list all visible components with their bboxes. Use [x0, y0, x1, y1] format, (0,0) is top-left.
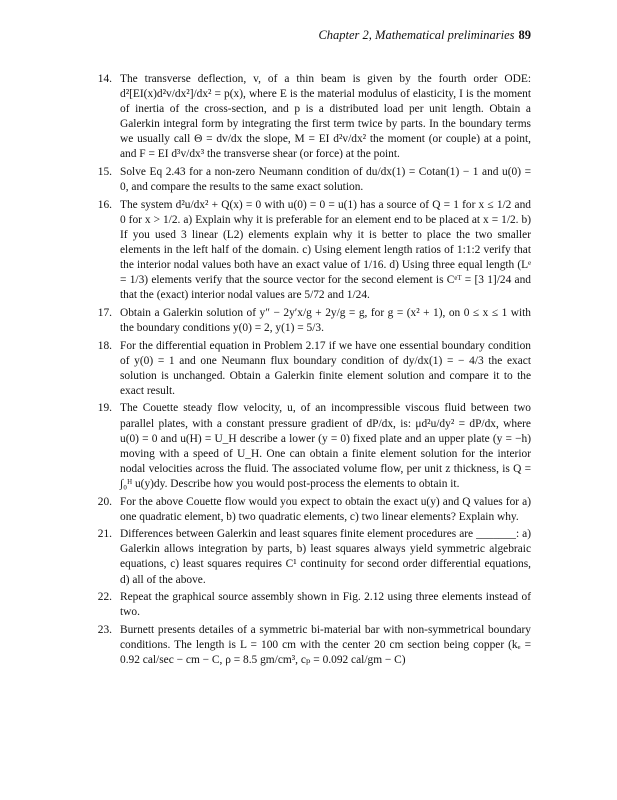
problem-16 — [86, 198, 531, 304]
problem-number: 21. — [97, 528, 112, 541]
page-number: 89 — [518, 28, 531, 42]
problem-number: 23. — [97, 623, 112, 636]
problem-number: 17. — [97, 306, 112, 319]
problem-21 — [86, 527, 531, 587]
problem-23 — [86, 623, 531, 668]
problem-number: 19. — [97, 402, 112, 415]
chapter-title: Chapter 2, Mathematical preliminaries — [318, 28, 515, 42]
running-head — [318, 28, 531, 43]
problem-number: 14. — [97, 73, 112, 85]
problem-17 — [86, 306, 531, 336]
problem-text: Burnett presents detailes of a symmetric bi-material bar with non-symmetrical boundary conditions. The length is L = 100 cm with the center 20 cm section being copper (kₑ = 0.92 cal/sec − cm − C, ρ = 8.5 gm/cm³, cₚ = 0.092 cal/gm − C) — [120, 623, 531, 666]
problem-text: Differences between Galerkin and least squares finite element procedures are _______: a) Galerkin allows integration by parts, b) least squares always yield symmetric algebraic equations, c) least squares requires C¹ continuity for second order differential equations, d) all of the above. — [120, 528, 531, 586]
problem-number: 15. — [97, 166, 112, 179]
problem-text: Solve Eq 2.43 for a non-zero Neumann condition of du/dx(1) = Cotan(1) − 1 and u(0) = 0, and compare the results to the same exact solution. — [120, 166, 531, 194]
problem-text: Repeat the graphical source assembly shown in Fig. 2.12 using three elements instead of two. — [120, 591, 531, 619]
problem-text: The Couette steady flow velocity, u, of an incompressible viscous fluid between two parallel plates, with a constant pressure gradient of dP/dx, is: μd²u/dy² = dP/dx, where u(0) = 0 and u(H) = U_H describe a lower (y = 0) fixed plate and an upper plate (y = −h) moving with a speed of U_H. One can obtain a finite element solution for the interior nodal velocities across the fluid. The associated volume flow, per unit z thickness, is Q = ∫₀ᴴ u(y)dy. Describe how you would post-process the elements to obtain it. — [120, 402, 531, 490]
problem-list — [86, 72, 531, 671]
problem-number: 18. — [97, 339, 112, 352]
problem-number: 22. — [97, 591, 112, 604]
problem-text: For the differential equation in Problem 2.17 if we have one essential boundary condition of y(0) = 1 and one Neumann flux boundary condition of dy/dx(1) = − 4/3 the exact solution is unchanged. Obtain a Galerkin finite element solution and compare it to the exact result. — [120, 339, 531, 397]
problem-14 — [86, 72, 531, 163]
problem-text: Obtain a Galerkin solution of y″ − 2y′x/g + 2y/g = g, for g = (x² + 1), on 0 ≤ x ≤ 1 with the boundary conditions y(0) = 2, y(1) = 5/3. — [120, 306, 531, 334]
problem-22 — [86, 590, 531, 620]
problem-19 — [86, 401, 531, 492]
problem-text: The transverse deflection, v, of a thin beam is given by the fourth order ODE: d²[EI(x)d²v/dx²]/dx² = p(x), where E is the material modulus of elasticity, I is the moment of inertia of the cross-section, and p is a distributed load per unit length. Obtain a Galerkin integral form by integrating the first term twice by parts. In the boundary terms we usually call Θ = dv/dx the slope, M = EI d²v/dx² the moment (or couple) at a point, and F = EI d³v/dx³ the transverse shear (or force) at the point. — [120, 73, 531, 161]
problem-15 — [86, 165, 531, 195]
problem-text: For the above Couette flow would you expect to obtain the exact u(y) and Q values for a) one quadratic element, b) two quadratic elements, c) two linear elements? Explain why. — [120, 495, 531, 523]
problem-text: The system d²u/dx² + Q(x) = 0 with u(0) = 0 = u(1) has a source of Q = 1 for x ≤ 1/2 and 0 for x > 1/2. a) Explain why it is preferable for an element end to be placed at x = 1/2. b) If you used 3 linear (L2) elements explain why it is better to place the two smaller elements in the left half of the domain. c) Using element length ratios of 1:1:2 verify that the interior nodal values both have an exact value of 1/16. d) Using three equal length (Lᵉ = 1/3) elements verify that the source vector for the second element is Cᵉᵀ = [3 1]/24 and that the (exact) interior nodal values are 5/72 and 1/24. — [120, 198, 531, 302]
problem-20 — [86, 495, 531, 525]
problem-number: 16. — [97, 198, 112, 211]
problem-18 — [86, 339, 531, 399]
problem-number: 20. — [97, 495, 112, 508]
